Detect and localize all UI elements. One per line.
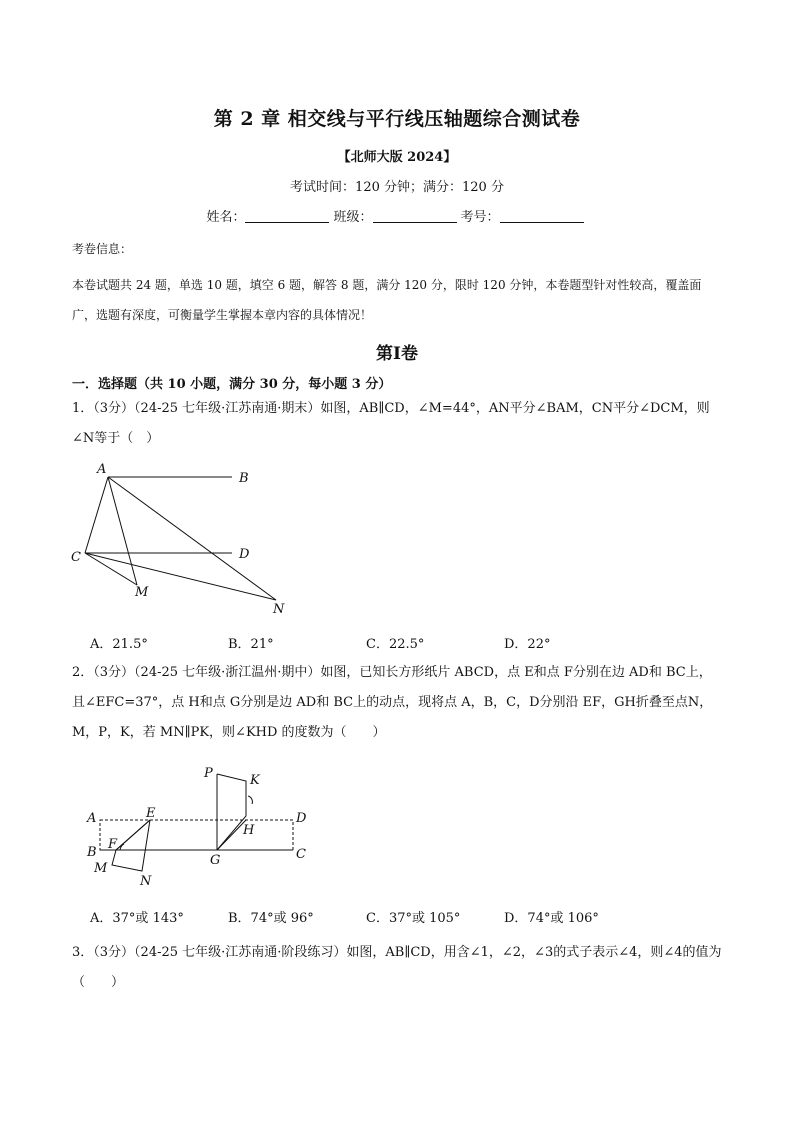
- fig1-label-c: C: [71, 550, 81, 565]
- name-label: 姓名：: [206, 210, 246, 225]
- angle-mark-k: [248, 796, 252, 804]
- fig2-label-c: C: [296, 847, 306, 862]
- exam-info-text: 本卷试题共 24 题，单选 10 题，填空 6 题，解答 8 题，满分 120 分，限时 120 分钟，本卷题型针对性较高，覆盖面广，选题有深度，可衡量学生掌握本章内容的具体情况！: [72, 278, 702, 322]
- fig1-label-b: B: [239, 471, 249, 486]
- question-1-figure: [60, 455, 300, 620]
- segment-am: [108, 477, 137, 585]
- dashed-rectangle: [100, 820, 293, 850]
- option-b[interactable]: B．74°或 96°: [228, 911, 314, 926]
- section-heading: 第Ⅰ卷: [376, 344, 418, 364]
- question-1-options: [90, 633, 642, 652]
- name-blank[interactable]: [245, 208, 329, 223]
- fig1-label-d: D: [239, 547, 250, 562]
- folded-flap-pk: [217, 774, 246, 850]
- fig1-label-n: N: [273, 602, 285, 617]
- fig2-label-k: K: [250, 773, 260, 788]
- option-b[interactable]: B．21°: [228, 637, 274, 652]
- fig2-label-b: B: [87, 845, 97, 860]
- segment-ac: [85, 477, 108, 553]
- number-blank[interactable]: [500, 208, 584, 223]
- class-blank[interactable]: [373, 208, 457, 223]
- crease-gh: [217, 820, 246, 850]
- segment-an: [108, 477, 276, 600]
- student-info-line: [0, 206, 794, 225]
- option-a[interactable]: A．37°或 143°: [90, 911, 184, 926]
- fig2-label-e: E: [146, 806, 156, 821]
- question-2-figure: [80, 760, 320, 890]
- option-c[interactable]: C．37°或 105°: [366, 911, 461, 926]
- exam-time: 考试时间：120 分钟；满分：120 分: [290, 180, 504, 195]
- fig1-label-m: M: [135, 585, 149, 600]
- fig2-label-n: N: [140, 874, 152, 889]
- question-2-options: [90, 907, 642, 926]
- part-heading: 一．选择题（共 10 小题，满分 30 分，每小题 3 分）: [72, 377, 392, 392]
- option-d[interactable]: D．22°: [504, 637, 551, 652]
- fig2-label-m: M: [94, 861, 108, 876]
- option-a[interactable]: A．21.5°: [90, 637, 148, 652]
- exam-info-label: 考卷信息：: [72, 242, 133, 256]
- question-1-text: 1．（3分）（24-25 七年级·江苏南通·期末）如图，AB∥CD，∠M=44°，AN平分∠BAM，CN平分∠DCM，则∠N等于（ ）: [72, 401, 710, 446]
- fig1-label-a: A: [97, 462, 107, 477]
- fig2-label-h: H: [243, 823, 255, 838]
- fig2-label-f: F: [108, 837, 118, 852]
- folded-flap-mn: [112, 820, 150, 871]
- question-3-text: 3．（3分）（24-25 七年级·江苏南通·阶段练习）如图，AB∥CD，用含∠1，∠2，∠3的式子表示∠4，则∠4的值为（ ）: [72, 945, 722, 990]
- fig2-label-p: P: [204, 766, 213, 781]
- angle-mark-f: [120, 844, 124, 850]
- class-label: 班级：: [333, 210, 373, 225]
- page-title: 第 2 章 相交线与平行线压轴题综合测试卷: [213, 108, 581, 130]
- number-label: 考号：: [460, 210, 500, 225]
- fig2-label-a: A: [87, 811, 97, 826]
- fig2-label-g: G: [210, 853, 221, 868]
- question-2-text: 2．（3分）（24-25 七年级·浙江温州·期中）如图，已知长方形纸片 ABCD，点 E和点 F分别在边 AD和 BC上，且∠EFC=37°，点 H和点 G分别是边 AD和 BC上的动点，现将点 A，B，C，D分别沿 EF，GH折叠至点N，M，P，K，若 MN∥PK，则∠KHD 的度数为（ ）: [72, 665, 713, 740]
- fig2-label-d: D: [296, 811, 307, 826]
- option-d[interactable]: D．74°或 106°: [504, 911, 599, 926]
- edition-label: 【北师大版 2024】: [337, 150, 457, 165]
- option-c[interactable]: C．22.5°: [366, 637, 425, 652]
